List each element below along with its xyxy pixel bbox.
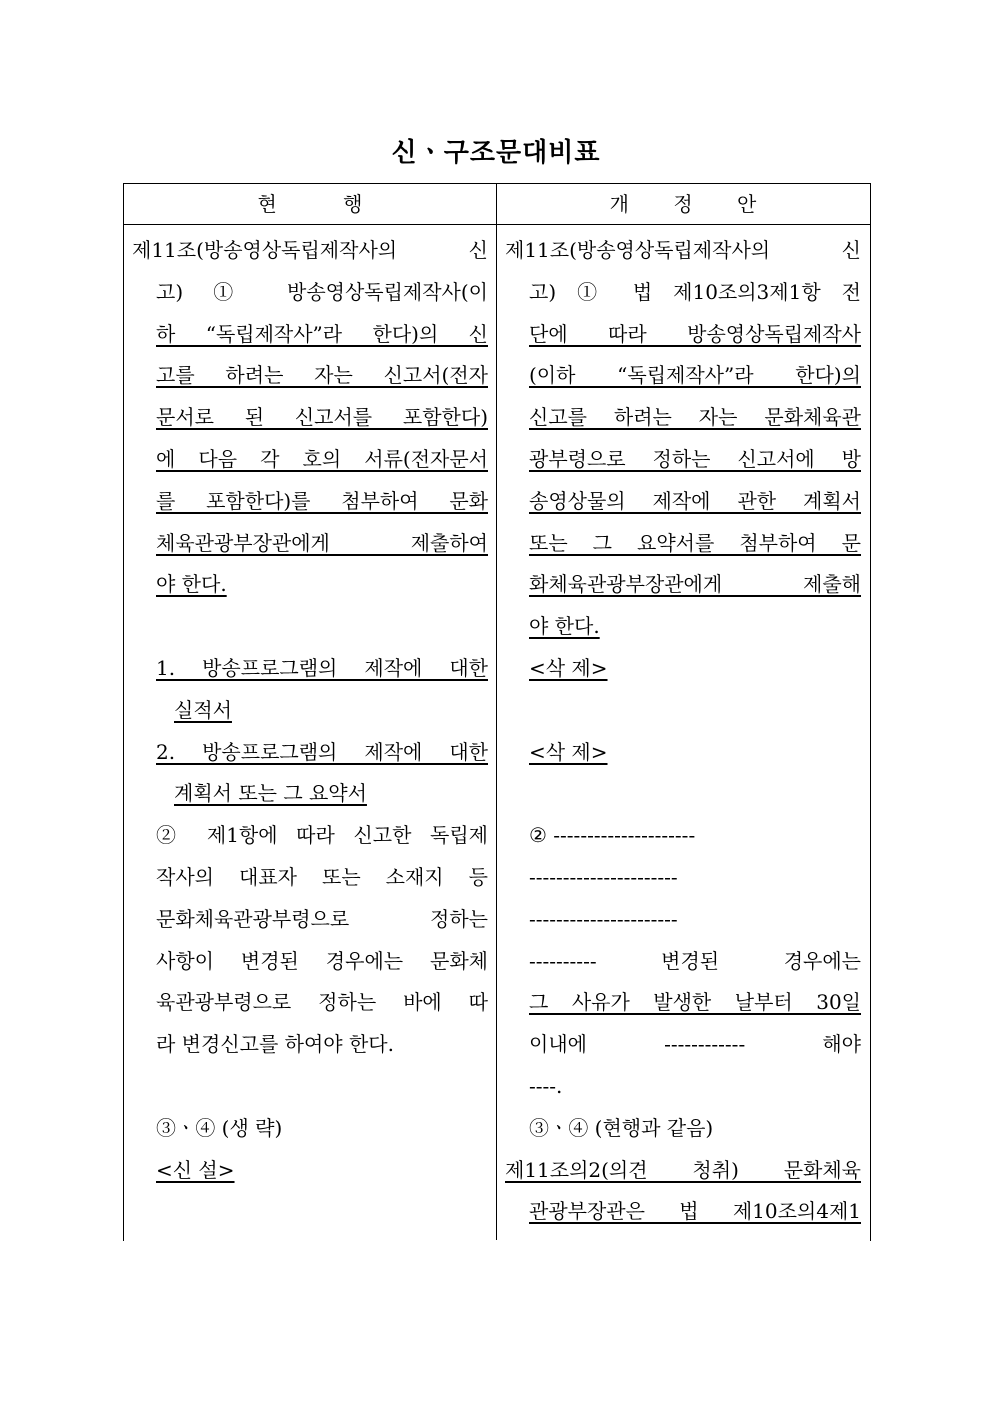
revised-line xyxy=(505,690,861,732)
revised-line xyxy=(505,1191,861,1233)
current-line xyxy=(132,690,488,732)
current-line-text: <신 설> xyxy=(156,1157,235,1182)
revised-line xyxy=(505,982,861,1024)
revised-line-text: 관광부장관은 법 제10조의4제1 xyxy=(529,1199,861,1224)
current-line-text: 계획서 또는 그 요약서 xyxy=(174,781,367,806)
current-line xyxy=(132,648,488,690)
revised-line xyxy=(505,773,861,815)
current-line xyxy=(132,481,488,523)
current-line xyxy=(132,397,488,439)
current-line xyxy=(132,1150,488,1192)
current-line-text: 체육관광부장관에게 제출하여 xyxy=(156,530,488,555)
revised-text-column xyxy=(505,230,861,1233)
revised-line xyxy=(505,815,861,857)
current-line-text: 작사의 대표자 또는 소재지 등 xyxy=(156,864,488,889)
current-line-text: 2. 방송프로그램의 제작에 대한 xyxy=(156,739,488,764)
revised-line xyxy=(505,1108,861,1150)
current-line xyxy=(132,1066,488,1108)
current-line-text: ② 제1항에 따라 신고한 독립제 xyxy=(156,823,488,848)
revised-line xyxy=(505,439,861,481)
revised-line xyxy=(505,230,861,272)
current-line xyxy=(132,815,488,857)
header-revised: 개 정 안 xyxy=(609,192,757,216)
revised-line-text: 제11조의2(의견 청취) 문화체육 xyxy=(505,1157,861,1182)
revised-line xyxy=(505,272,861,314)
revised-line-text: 이내에 ------------ 해야 xyxy=(529,1032,861,1057)
current-line xyxy=(132,314,488,356)
revised-line-text: 송영상물의 제작에 관한 계획서 xyxy=(529,488,861,513)
revised-line-text: 제11조(방송영상독립제작사의 신 xyxy=(505,238,861,262)
current-line-text: ③ㆍ④ (생 략) xyxy=(156,1115,283,1140)
current-line xyxy=(132,899,488,941)
header-current: 현 행 xyxy=(257,192,363,216)
revised-line-text: ② --------------------- xyxy=(529,823,696,848)
header-divider xyxy=(123,224,870,225)
current-line xyxy=(132,564,488,606)
revised-line-text: ③ㆍ④ (현행과 같음) xyxy=(529,1115,714,1140)
current-line xyxy=(132,773,488,815)
revised-line xyxy=(505,899,861,941)
revised-line-text: ---------------------- xyxy=(529,864,678,889)
revised-line xyxy=(505,732,861,774)
revised-line xyxy=(505,1066,861,1108)
current-line-text: 문화체육관광부령으로 정하는 xyxy=(156,906,488,931)
current-line-text: 를 포함한다)를 첨부하여 문화 xyxy=(156,488,488,513)
current-line-text: 라 변경신고를 하여야 한다. xyxy=(156,1032,394,1057)
revised-line xyxy=(505,1024,861,1066)
current-line xyxy=(132,1108,488,1150)
revised-line-text: 단에 따라 방송영상독립제작사 xyxy=(529,321,861,346)
current-line xyxy=(132,272,488,314)
current-line xyxy=(132,857,488,899)
current-line-text: 제11조(방송영상독립제작사의 신 xyxy=(132,238,488,262)
revised-line-text: 신고를 하려는 자는 문화체육관 xyxy=(529,405,861,430)
revised-line-text: <삭 제> xyxy=(529,739,608,764)
current-line xyxy=(132,1024,488,1066)
current-line xyxy=(132,355,488,397)
revised-line-text: (이하 “독립제작사”라 한다)의 xyxy=(529,363,861,388)
current-line-text: 에 다음 각 호의 서류(전자문서 xyxy=(156,446,488,471)
revised-line xyxy=(505,314,861,356)
revised-line xyxy=(505,355,861,397)
revised-line xyxy=(505,648,861,690)
current-line xyxy=(132,230,488,272)
current-line-text: 육관광부령으로 정하는 바에 따 xyxy=(156,990,488,1015)
current-line xyxy=(132,523,488,565)
revised-line-text: ---------------------- xyxy=(529,906,678,931)
current-line-text: 고) ① 방송영상독립제작사(이 xyxy=(156,279,488,304)
current-line xyxy=(132,941,488,983)
revised-line-text: 화체육관광부장관에게 제출해 xyxy=(529,572,861,597)
revised-line xyxy=(505,397,861,439)
revised-line xyxy=(505,1150,861,1192)
current-line xyxy=(132,439,488,481)
revised-line-text: <삭 제> xyxy=(529,655,608,680)
revised-line-text: 고) ① 법 제10조의3제1항 전 xyxy=(529,279,861,304)
current-line-text: 문서로 된 신고서를 포함한다) xyxy=(156,405,488,430)
revised-line xyxy=(505,941,861,983)
revised-line xyxy=(505,564,861,606)
revised-line xyxy=(505,857,861,899)
current-line-text: 야 한다. xyxy=(156,572,227,597)
current-text-column xyxy=(132,230,488,1191)
revised-line-text: 광부령으로 정하는 신고서에 방 xyxy=(529,446,861,471)
column-divider xyxy=(496,183,497,1240)
current-line xyxy=(132,606,488,648)
current-line-text: 실적서 xyxy=(174,697,232,722)
revised-line-text: 그 사유가 발생한 날부터 30일 xyxy=(529,990,861,1015)
revised-line-text: 야 한다. xyxy=(529,614,600,639)
current-line-text: 고를 하려는 자는 신고서(전자 xyxy=(156,363,488,388)
revised-line-text: ---------- 변경된 경우에는 xyxy=(529,948,861,973)
revised-line xyxy=(505,523,861,565)
revised-line-text: 또는 그 요약서를 첨부하여 문 xyxy=(529,530,861,555)
current-line xyxy=(132,732,488,774)
current-line-text: 1. 방송프로그램의 제작에 대한 xyxy=(156,655,488,680)
page-title: 신ㆍ구조문대비표 xyxy=(391,138,601,168)
current-line-text: 하 “독립제작사”라 한다)의 신 xyxy=(156,321,488,346)
current-line-text: 사항이 변경된 경우에는 문화체 xyxy=(156,948,488,973)
current-line xyxy=(132,982,488,1024)
revised-line xyxy=(505,481,861,523)
revised-line-text: ----. xyxy=(529,1073,563,1098)
revised-line xyxy=(505,606,861,648)
